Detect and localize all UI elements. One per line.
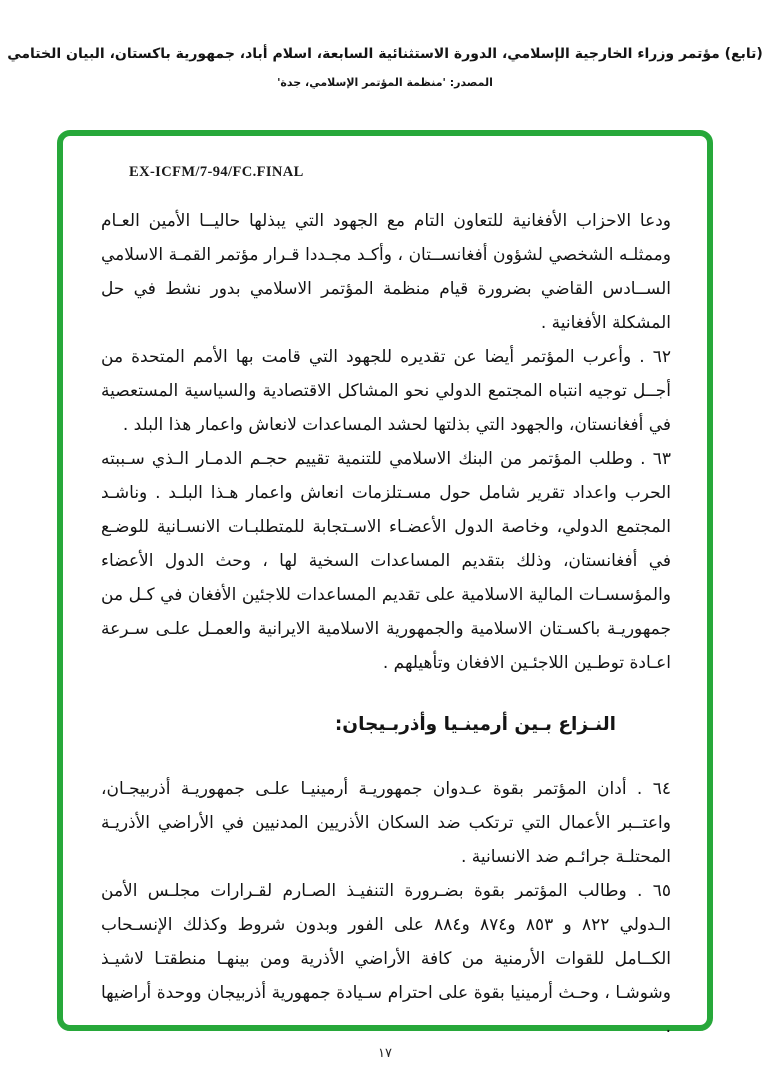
paragraph-62: ٦٢ . وأعرب المؤتمر أيضا عن تقديره للجهود التي قامت بها الأمم المتحدة من أجــل توجيه انتباه المجتمع الدولي نحو المشاكل الاقتصادية والسياسية المستعصية في أفغانستان، والجهود التي بذلتها لحشد المساعدات لانعاش واعمار هذا البلد . <box>101 347 671 435</box>
paragraph-continuation: ودعا الاحزاب الأفغانية للتعاون التام مع الجهود التي يبذلها حاليــا الأمين العـام وممثلـه الشخصي لشؤون أفغانســتان ، وأكـد مجـددا قـرار مؤتمر القمـة الاسلامي الســادس القاضي بضرورة قيام منظمة المؤتمر الاسلامي بدور نشط في حل المشكلة الأفغانية . <box>101 211 671 333</box>
document-frame <box>57 130 713 1037</box>
paragraph-64: ٦٤ . أدان المؤتمر بقوة عـدوان جمهوريـة أرمينيـا علـى جمهوريـة أذربيجـان، واعتــبر الأعمال التي ترتكب ضد السكان الأذريين المدنيين في الأراضي الأذريـة المحتلـة جرائـم ضد الانسانية . <box>101 779 671 867</box>
document-body <box>63 204 707 1044</box>
header-title: (تابع) مؤتمر وزراء الخارجية الإسلامي، الدورة الاستثنائية السابعة، اسلام أباد، جمهورية باكستان، البيان الختامي <box>7 46 763 62</box>
page-number: ١٧ <box>378 1046 392 1061</box>
header-source: المصدر: 'منظمة المؤتمر الإسلامي، جدة' <box>277 76 493 89</box>
document-reference: EX-ICFM/7-94/FC.FINAL <box>129 164 304 180</box>
page-footer <box>0 1042 770 1061</box>
document-header <box>0 46 770 89</box>
paragraph-63: ٦٣ . وطلب المؤتمر من البنك الاسلامي للتنمية تقييم حجـم الدمـار الـذي سـببته الحرب واعداد تقرير شامل حول مسـتلزمات انعاش واعمار هـذا البلـد . وناشـد المجتمع الدولي، وخاصة الدول الأعضـاء الاسـتجابة للمتطلبـات الانسـانية للوضـع في أفغانستان، وذلك بتقديم المساعدات السخية لها ، وحث الدول الأعضاء والمؤسسـات المالية الاسلامية على تقديم المساعدات للاجئين الأفغان في كـل من جمهوريـة باكسـتان الاسلامية والجمهورية الاسلامية الايرانية والعمـل علـى سـرعة اعـادة توطـين اللاجئـين الافغان وتأهيلهم . <box>101 449 671 673</box>
section-heading: النـزاع بـين أرمينـيا وأذربـيجان: <box>334 714 616 735</box>
paragraph-65: ٦٥ . وطالب المؤتمر بقوة بضـرورة التنفيـذ الصـارم لقـرارات مجلـس الأمن الـدولي ٨٢٢ و ٨٥٣ و٨٧٤ و٨٨٤ على الفور وبدون شروط وكذلك الإنسـحاب الكــامل للقوات الأرمنية من كافة الأراضي الأذرية ومن بينهـا منطقتـا لاشيـذ وشوشـا ، وحـث أرمينيا بقوة على احترام سـيادة جمهورية أذربيجان ووحدة أراضيها . <box>101 881 671 1037</box>
